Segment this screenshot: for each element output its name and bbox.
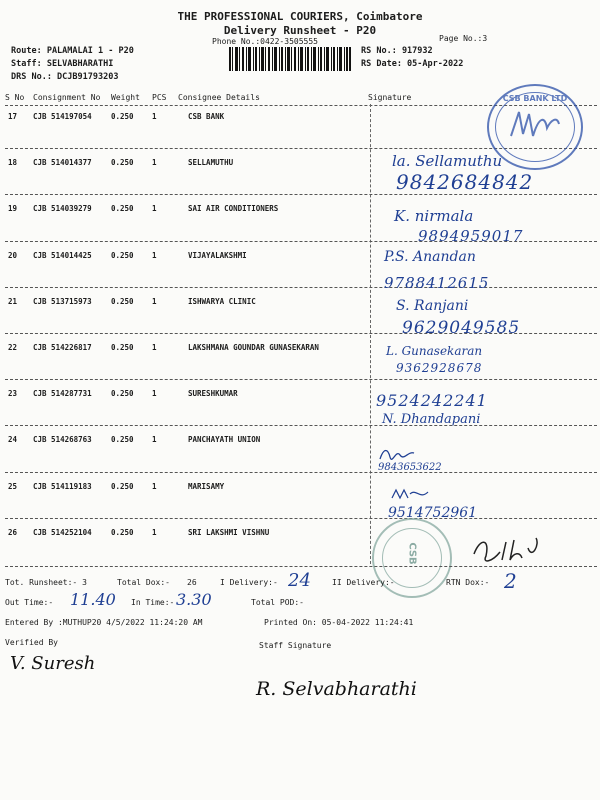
- row-sno: 26: [8, 527, 18, 537]
- row-pcs: 1: [152, 481, 157, 491]
- row-weight: 0.250: [111, 250, 134, 260]
- row-consignment-no: CJB 514226817: [33, 343, 92, 352]
- row-consignee: SRI LAKSHMI VISHNU: [188, 527, 270, 537]
- row-sno: 18: [8, 158, 18, 168]
- handwritten-phone: 9788412615: [384, 274, 490, 292]
- row-divider: [5, 379, 597, 380]
- row-divider: [5, 425, 597, 426]
- row-pcs: 1: [152, 158, 157, 168]
- second-delivery-label: II Delivery:-: [332, 578, 395, 587]
- row-pcs: 1: [152, 112, 157, 121]
- row-pcs: 1: [152, 435, 157, 445]
- staff-signature: R. Selvabharathi: [256, 678, 417, 700]
- col-signature: Signature: [368, 93, 412, 102]
- table-row: [0, 251, 600, 297]
- handwritten-phone: 9524242241: [376, 391, 488, 410]
- handwritten-phone: 9894959017: [418, 227, 524, 245]
- row-pcs: 1: [152, 389, 157, 399]
- row-consignee: SAI AIR CONDITIONERS: [188, 204, 279, 214]
- rtn-dox-label: RTN Dox:-: [446, 578, 490, 587]
- handwritten-phone: 9843653622: [378, 462, 442, 473]
- row-sno: 17: [8, 112, 18, 121]
- row-weight: 0.250: [111, 112, 134, 121]
- row-pcs: 1: [152, 250, 157, 260]
- handwritten-name: N. Dhandapani: [382, 412, 481, 427]
- row-consignee: PANCHAYATH UNION: [188, 435, 261, 445]
- signature-scribble: [390, 486, 430, 502]
- row-sno: 21: [8, 296, 18, 306]
- row-weight: 0.250: [111, 204, 134, 214]
- row-consignee: CSB BANK: [188, 112, 225, 121]
- total-dox-value: 26: [187, 578, 197, 587]
- phone-number: Phone No.:0422-3505555: [212, 37, 318, 46]
- col-weight: Weight: [111, 93, 140, 102]
- row-consignment-no: CJB 514119183: [33, 481, 92, 491]
- total-dox-label: Total Dox:-: [117, 578, 170, 587]
- handwritten-name: la. Sellamuthu: [392, 152, 503, 170]
- table-row: [0, 435, 600, 481]
- page-number: Page No.:3: [439, 34, 488, 43]
- total-runsheet: Tot. Runsheet:- 3: [5, 578, 87, 587]
- row-consignment-no: CJB 514039279: [33, 204, 92, 214]
- out-time-label: Out Time:-: [5, 598, 54, 607]
- staff-signature-label: Staff Signature: [259, 641, 332, 650]
- signature-scribble: [470, 534, 570, 566]
- rs-date: RS Date: 05-Apr-2022: [361, 59, 464, 69]
- col-sno: S No: [5, 93, 25, 102]
- row-weight: 0.250: [111, 296, 134, 306]
- row-consignment-no: CJB 514252104: [33, 527, 92, 537]
- table-row: [0, 343, 600, 389]
- handwritten-phone: 9362928678: [396, 361, 483, 375]
- row-consignment-no: CJB 514197054: [33, 112, 92, 121]
- row-consignee: ISHWARYA CLINIC: [188, 296, 256, 306]
- company-name: THE PROFESSIONAL COURIERS, Coimbatore: [177, 10, 423, 23]
- first-delivery-value: 24: [288, 570, 311, 591]
- out-time-value: 11.40: [70, 590, 116, 609]
- printed-on: Printed On: 05-04-2022 11:24:41: [264, 618, 414, 627]
- row-sno: 23: [8, 389, 18, 399]
- row-sno: 22: [8, 343, 18, 352]
- drs-number: DRS No.: DCJB91793203: [11, 72, 119, 82]
- row-weight: 0.250: [111, 527, 134, 537]
- col-consignee: Consignee Details: [178, 93, 260, 102]
- row-consignment-no: CJB 514268763: [33, 435, 92, 445]
- row-consignment-no: CJB 514287731: [33, 389, 92, 399]
- row-divider: [5, 194, 597, 195]
- row-divider: [5, 472, 597, 473]
- row-consignment-no: CJB 514014425: [33, 250, 92, 260]
- document-title: Delivery Runsheet - P20: [223, 24, 377, 37]
- barcode: [229, 47, 351, 71]
- handwritten-phone: 9514752961: [388, 505, 478, 521]
- in-time-label: In Time:-: [131, 598, 175, 607]
- staff-label: Staff: SELVABHARATHI: [11, 59, 114, 69]
- row-consignee: MARISAMY: [188, 481, 225, 491]
- row-consignment-no: CJB 514014377: [33, 158, 92, 168]
- table-row: [0, 482, 600, 528]
- row-weight: 0.250: [111, 158, 134, 168]
- entered-by: Entered By :MUTHUP20 4/5/2022 11:24:20 AM: [5, 618, 203, 627]
- table-row: [0, 389, 600, 435]
- row-weight: 0.250: [111, 435, 134, 445]
- csb-bank-stamp: [487, 84, 583, 170]
- row-pcs: 1: [152, 296, 157, 306]
- signature-scribble: [378, 445, 418, 465]
- row-sno: 20: [8, 250, 18, 260]
- row-consignment-no: CJB 513715973: [33, 296, 92, 306]
- stamp-signature: [507, 106, 563, 142]
- verified-by-signature: V. Suresh: [10, 653, 96, 674]
- stamp-text: CSB: [406, 542, 418, 565]
- handwritten-phone: 9842684842: [396, 170, 534, 194]
- row-sno: 19: [8, 204, 18, 214]
- rtn-dox-value: 2: [504, 569, 517, 593]
- in-time-value: 3.30: [176, 590, 212, 609]
- row-weight: 0.250: [111, 389, 134, 399]
- row-consignee: LAKSHMANA GOUNDAR GUNASEKARAN: [188, 343, 319, 352]
- row-divider: [5, 518, 597, 519]
- handwritten-name: K. nirmala: [394, 207, 474, 225]
- handwritten-name: L. Gunasekaran: [386, 344, 483, 358]
- row-sno: 24: [8, 435, 18, 445]
- row-pcs: 1: [152, 527, 157, 537]
- row-consignee: SURESHKUMAR: [188, 389, 238, 399]
- stamp-text: CSB BANK LTD: [502, 94, 568, 103]
- row-consignee: SELLAMUTHU: [188, 158, 234, 168]
- first-delivery-label: I Delivery:-: [220, 578, 278, 587]
- row-weight: 0.250: [111, 343, 134, 352]
- row-pcs: 1: [152, 343, 157, 352]
- col-pcs: PCS: [152, 93, 167, 102]
- table-bottom-divider: [5, 566, 597, 567]
- col-consignment: Consignment No: [33, 93, 101, 102]
- rs-number: RS No.: 917932: [361, 46, 433, 56]
- handwritten-name: P.S. Anandan: [384, 249, 476, 265]
- verified-by-label: Verified By: [5, 638, 58, 647]
- row-weight: 0.250: [111, 481, 134, 491]
- handwritten-phone: 9629049585: [402, 318, 521, 338]
- row-sno: 25: [8, 481, 18, 491]
- total-pod-label: Total POD:-: [251, 598, 304, 607]
- row-consignee: VIJAYALAKSHMI: [188, 250, 247, 260]
- row-pcs: 1: [152, 204, 157, 214]
- route-label: Route: PALAMALAI 1 - P20: [11, 46, 134, 56]
- handwritten-name: S. Ranjani: [396, 298, 469, 314]
- row-divider: [5, 287, 597, 288]
